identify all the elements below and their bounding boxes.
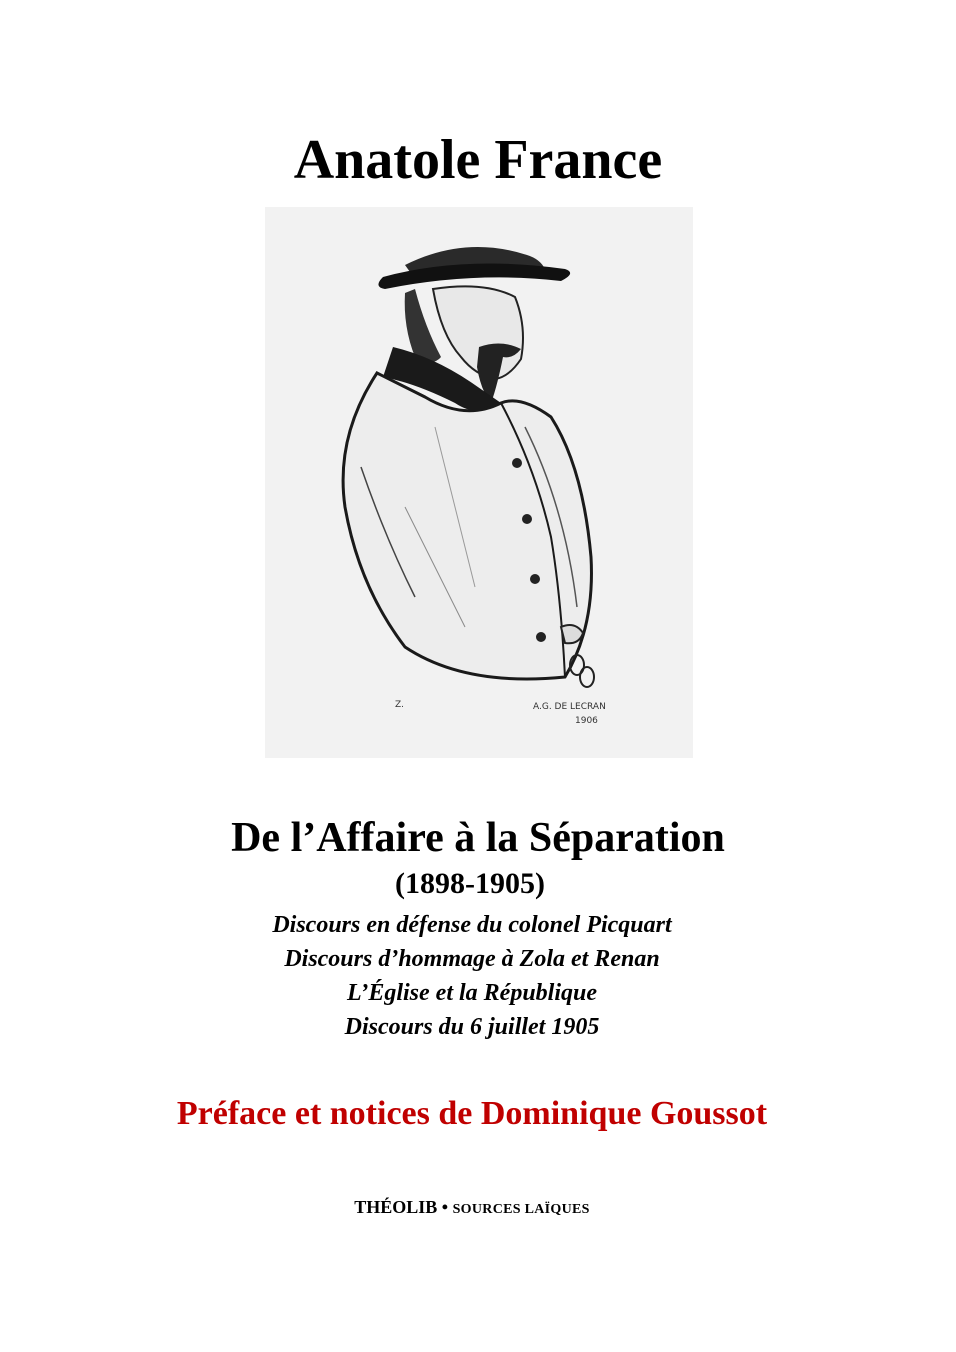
collection-name: SOURCES LAÏQUES bbox=[452, 1202, 590, 1217]
contents-item: L’Église et la République bbox=[347, 980, 597, 1006]
svg-text:1906: 1906 bbox=[575, 716, 598, 726]
svg-text:Z.: Z. bbox=[395, 700, 405, 710]
contents-list bbox=[0, 908, 944, 1044]
portrait-illustration bbox=[265, 207, 693, 758]
book-title: De l’Affaire à la Séparation bbox=[231, 815, 725, 861]
publisher-separator: • bbox=[441, 1197, 449, 1217]
contents-item: Discours du 6 juillet 1905 bbox=[344, 1014, 600, 1040]
publisher-line bbox=[0, 1195, 944, 1222]
contents-item: Discours d’hommage à Zola et Renan bbox=[284, 946, 660, 972]
contents-item: Discours en défense du colonel Picquart bbox=[272, 912, 672, 938]
svg-text:A.G. DE LECRAN: A.G. DE LECRAN bbox=[533, 702, 606, 712]
date-range: (1898-1905) bbox=[395, 867, 545, 900]
preface-credit: Préface et notices de Dominique Goussot bbox=[176, 1095, 768, 1132]
author-name: Anatole France bbox=[293, 129, 663, 191]
publisher-name: THÉOLIB bbox=[354, 1197, 438, 1217]
